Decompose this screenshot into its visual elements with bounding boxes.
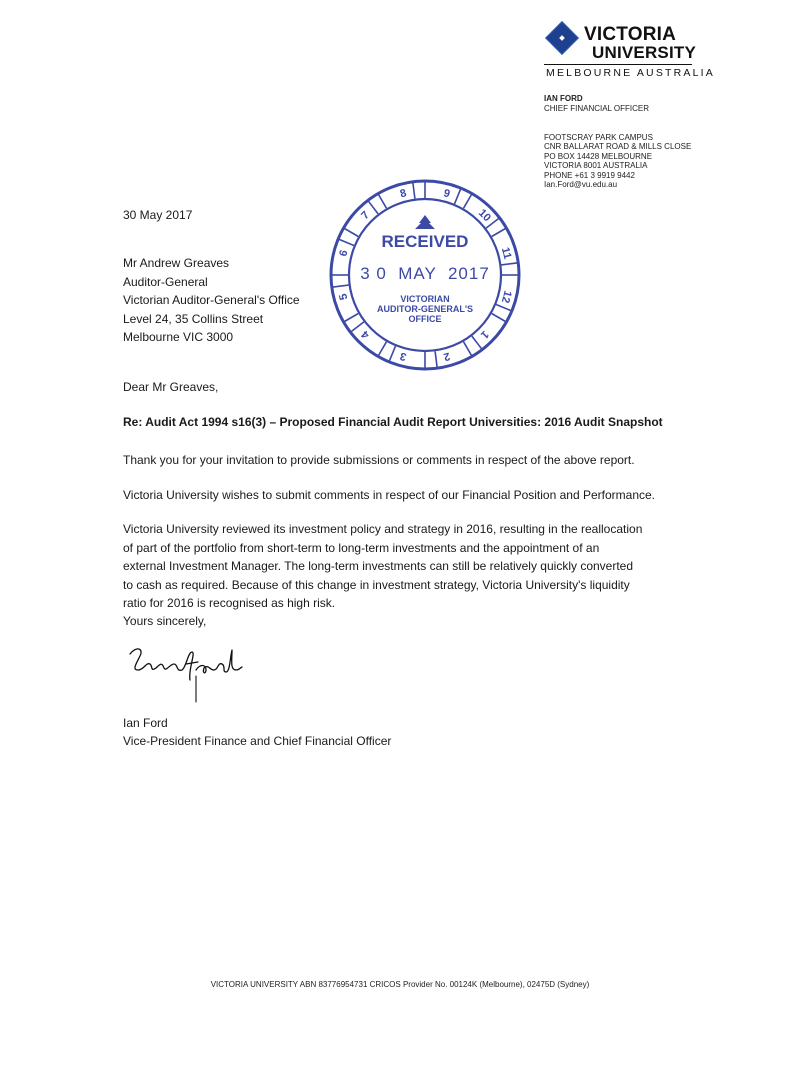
salutation: Dear Mr Greaves, <box>123 380 219 394</box>
stamp-office-line: OFFICE <box>408 314 442 324</box>
closing: Yours sincerely, <box>123 614 207 628</box>
stamp-tick <box>455 189 461 204</box>
stamp-tick <box>464 195 472 209</box>
stamp-tick <box>333 285 349 287</box>
stamp-tick <box>435 351 437 367</box>
sender-title: CHIEF FINANCIAL OFFICER <box>544 104 650 113</box>
signer-name: Ian Ford <box>123 716 168 730</box>
footer-text: VICTORIA UNIVERSITY ABN 83776954731 CRICOS Provider No. 00124K (Melbourne), 02475D (Sydney) <box>210 980 590 989</box>
paragraph: Victoria University wishes to submit comments in respect of our Financial Position and Performance. <box>123 488 656 502</box>
stamp-tick <box>345 314 359 322</box>
stamp-ring-number: 6 <box>337 248 351 258</box>
stamp-date: 3 0 MAY 2017 <box>360 264 490 283</box>
stamp-tick <box>379 195 387 209</box>
stamp-tick <box>472 336 482 349</box>
stamp-tick <box>345 229 359 237</box>
address-line: PHONE +61 3 9919 9442 <box>544 170 635 180</box>
stamp-tick <box>339 239 354 245</box>
logo-line-1: VICTORIA <box>584 24 677 45</box>
stamp-tick <box>351 322 364 332</box>
stamp-tick <box>379 342 387 356</box>
recipient-address <box>123 254 300 347</box>
logo-divider <box>544 64 692 65</box>
stamp-ring-number: 7 <box>359 209 373 223</box>
recipient-line: Melbourne VIC 3000 <box>123 330 234 344</box>
recipient-line: Victorian Auditor-General's Office <box>123 293 300 307</box>
recipient-line: Auditor-General <box>123 274 208 289</box>
diamond-logo-icon <box>545 21 579 55</box>
address-line: CNR BALLARAT ROAD & MILLS CLOSE <box>544 142 692 152</box>
stamp-ring-number: 8 <box>398 187 408 201</box>
stamp-emblem-icon <box>415 215 435 229</box>
stamp-tick <box>389 346 395 361</box>
stamp-ring-number: 3 <box>398 349 408 363</box>
paragraph: Victoria University reviewed its investment policy and strategy in 2016, resulting in the reallocation of part of the portfolio from short-term to long-term investments and the appointment of an external Investment Manager. The long-term investments can still be relatively quickly converted to cash as required. Because of this change in investment strategy, Victoria University's liquidity ratio for 2016 is recognised as high risk. <box>123 522 643 610</box>
university-logo <box>544 22 715 79</box>
stamp-ring-number: 4 <box>359 327 373 341</box>
stamp-office-line: VICTORIAN <box>400 294 450 304</box>
handwritten-signature <box>126 640 246 710</box>
stamp-ring-number: 9 <box>442 187 452 201</box>
stamp-ring-number: 5 <box>337 292 351 302</box>
logo-tagline: MELBOURNE AUSTRALIA <box>546 67 715 79</box>
sender-email-link[interactable]: Ian.Ford@vu.edu.au <box>544 180 618 190</box>
stamp-tick <box>496 305 511 311</box>
address-line: PO BOX 14428 MELBOURNE <box>544 151 653 161</box>
stamp-ring-number: 12 <box>498 289 514 305</box>
letter-date: 30 May 2017 <box>123 208 193 222</box>
address-line: VICTORIA 8001 AUSTRALIA <box>544 161 648 171</box>
stamp-ring-number: 1 <box>477 327 491 341</box>
sender-address <box>544 133 691 189</box>
stamp-ring-number: 2 <box>442 349 452 363</box>
subject-line: Re: Audit Act 1994 s16(3) – Proposed Financial Audit Report Universities: 2016 Audit Snapshot <box>123 415 663 429</box>
stamp-tick <box>464 342 472 356</box>
sender-name: IAN FORD <box>544 94 583 103</box>
stamp-tick <box>501 263 517 265</box>
recipient-line: Level 24, 35 Collins Street <box>123 311 264 326</box>
stamp-tick <box>492 314 506 322</box>
stamp-tick <box>492 229 506 237</box>
logo-line-2: UNIVERSITY <box>592 43 697 62</box>
paragraph: Thank you for your invitation to provide submissions or comments in respect of the above report. <box>123 453 635 467</box>
address-line: FOOTSCRAY PARK CAMPUS <box>544 133 653 142</box>
signer-title: Vice-President Finance and Chief Financial Officer <box>123 734 392 748</box>
stamp-office-line: AUDITOR-GENERAL'S <box>377 304 473 314</box>
stamp-tick <box>368 201 378 214</box>
stamp-ring-number: 10 <box>475 207 493 225</box>
stamp-ring-number: 11 <box>498 246 514 261</box>
recipient-line: Mr Andrew Greaves <box>123 256 230 270</box>
stamp-received-text: RECEIVED <box>381 232 469 251</box>
stamp-tick <box>413 183 415 199</box>
received-stamp <box>325 175 525 375</box>
